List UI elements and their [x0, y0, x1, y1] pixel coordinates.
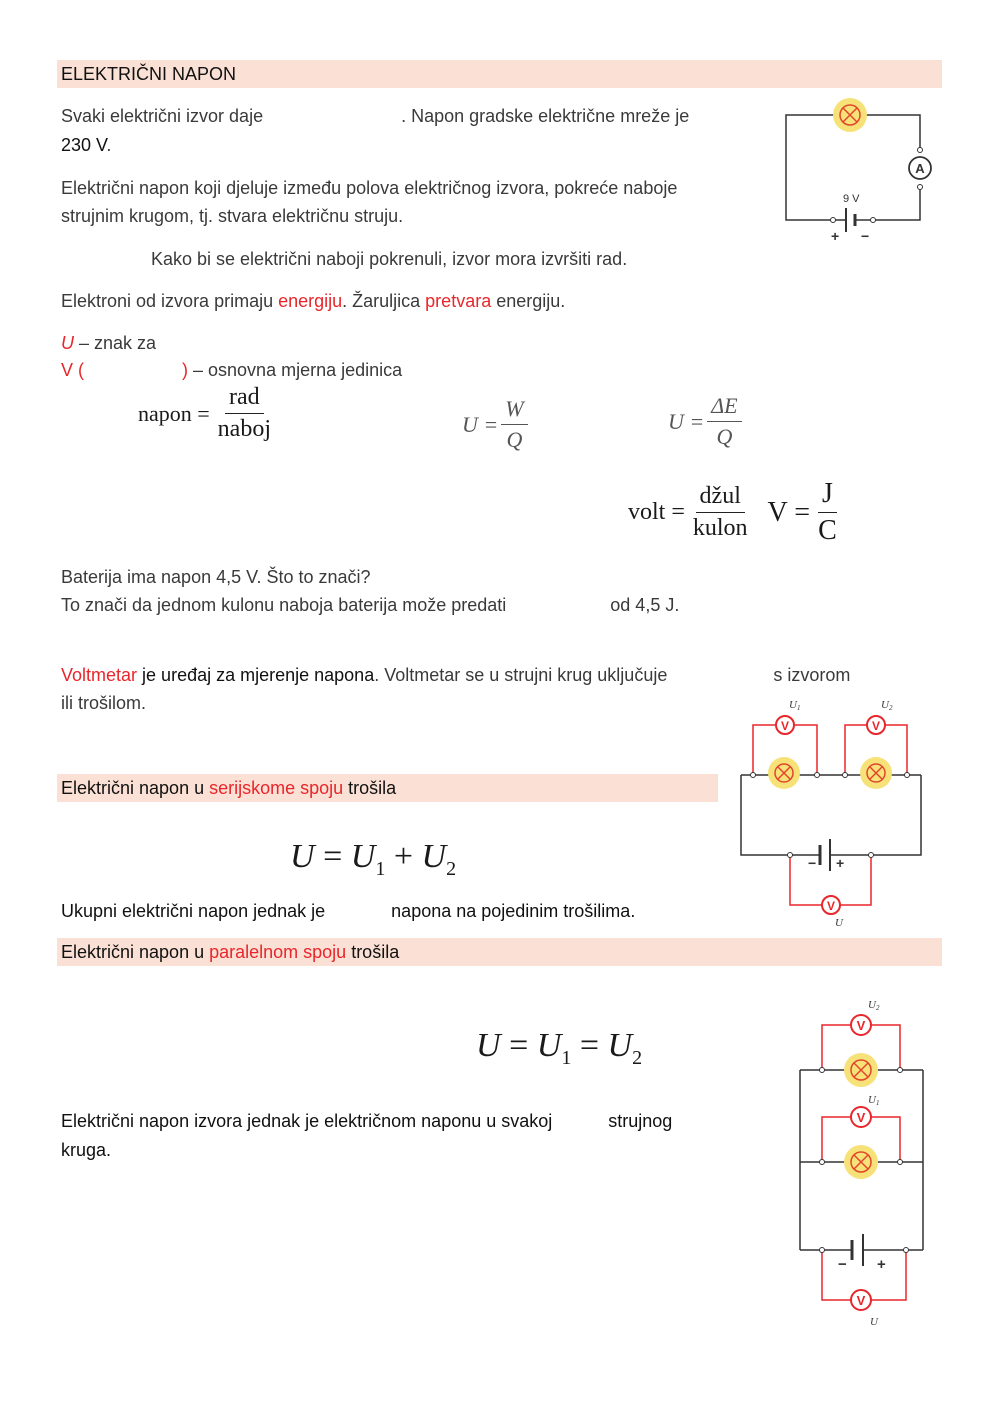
formula-napon: [138, 384, 275, 443]
ammeter-label: A: [915, 161, 925, 176]
napon-fraction: [214, 384, 275, 443]
formula-u-e-q: [668, 393, 742, 450]
para4: [61, 287, 565, 315]
terminal-dot: [871, 218, 876, 223]
u2-label: U2: [868, 999, 880, 1012]
j: J: [818, 478, 837, 513]
peq-u2: U: [607, 1027, 633, 1064]
symbol-u: U: [61, 333, 74, 353]
voltmeter-icon: [851, 1015, 871, 1035]
symbol-u-text: – znak za: [74, 333, 157, 353]
voltmeter-label: V: [780, 719, 790, 733]
plus-sign: +: [836, 855, 845, 871]
volt-fraction: [689, 483, 752, 542]
unit-v-open: V (: [61, 360, 85, 380]
voltmeter-icon: [851, 1290, 871, 1310]
voltmeter-def: je uređaj za mjerenje napona: [137, 665, 375, 685]
voltmeter-label: V: [856, 1018, 866, 1033]
u-w-lhs: U =: [462, 411, 499, 437]
battery-line-2: [61, 591, 679, 619]
peq-sub-1: 1: [561, 1047, 572, 1069]
parallel-text-b: strujnog: [608, 1111, 673, 1131]
naboj: naboj: [217, 416, 271, 442]
parallel-h-a: Električni napon u: [61, 942, 210, 962]
series-equation: [290, 838, 456, 881]
para4-e: energiju.: [491, 291, 566, 311]
parallel-equation: [476, 1027, 642, 1070]
terminal-dot: [918, 185, 923, 190]
parallel-heading: [61, 938, 399, 966]
voltmeter-label: V: [856, 1110, 866, 1125]
parallel-text-end: .: [106, 1140, 112, 1160]
para4-energy: energiju: [278, 291, 343, 311]
battery-line-1: Baterija ima napon 4,5 V. Što to znači?: [61, 567, 371, 587]
eq-plus: +: [385, 838, 422, 875]
unit-v-close: ): [182, 360, 189, 380]
ammeter-icon: [909, 157, 931, 179]
volt-lhs: volt =: [628, 499, 685, 525]
battery-text-b: od 4,5 J.: [610, 595, 680, 615]
voltmeter-line-1: [61, 661, 850, 689]
u1-label: U1: [789, 699, 801, 712]
intro-line-2: [61, 131, 111, 159]
voltmeter-d: s izvorom: [773, 665, 851, 685]
peq-u1: U: [536, 1027, 562, 1064]
u1-label: U1: [868, 1094, 880, 1107]
formula-volt: [628, 478, 841, 547]
w: W: [501, 396, 527, 425]
parallel-text-c: kruga: [61, 1140, 107, 1160]
terminal-dot: [831, 218, 836, 223]
para2-line-1: Električni napon koji djeluje između polova električnog izvora, pokreće naboje: [61, 178, 678, 198]
para4-converts: pretvara: [425, 291, 492, 311]
eq-u2: U: [421, 838, 447, 875]
dzul: džul: [696, 483, 745, 513]
series-h-a: Električni napon u: [61, 778, 210, 798]
u2-label: U2: [881, 699, 893, 712]
intro-text-a: Svaki električni izvor daje: [61, 106, 264, 126]
parallel-h-c: trošila: [346, 942, 400, 962]
para3: Kako bi se električni naboji pokrenuli, izvor mora izvršiti rad.: [151, 249, 628, 269]
page-title: ELEKTRIČNI NAPON: [61, 64, 237, 84]
formula-u-w-q: [462, 396, 528, 453]
rad: rad: [225, 384, 264, 414]
voltmeter-icon: [851, 1107, 871, 1127]
series-text: [61, 897, 635, 925]
bulb-icon: [844, 1053, 878, 1087]
bulb-icon: [833, 98, 867, 132]
eq-sub-1: 1: [375, 858, 386, 880]
parallel-text-a: Električni napon izvora jednak je električnom naponu u svakoj: [61, 1111, 553, 1131]
voltmeter-label: V: [871, 719, 881, 733]
c: C: [818, 515, 837, 546]
minus-sign: −: [861, 228, 870, 244]
minus-sign: −: [808, 855, 817, 871]
circuit-diagram-parallel: [790, 995, 960, 1335]
series-text-b: napona na pojedinim trošilima: [391, 901, 631, 921]
battery-text-a: To znači da jednom kulonu naboja baterija može predati: [61, 595, 507, 615]
intro-text-b: . Napon gradske električne mreže je: [401, 106, 690, 126]
series-text-a: Ukupni električni napon jednak je: [61, 901, 326, 921]
intro-period: .: [106, 135, 112, 155]
voltmeter-label: V: [856, 1293, 866, 1308]
parallel-h-b: paralelnom spoju: [209, 942, 347, 962]
plus-sign: +: [831, 228, 840, 244]
u-label: U: [870, 1316, 878, 1328]
series-heading: [61, 774, 396, 802]
para2-line-2: strujnim krugom, tj. stvara električnu struju.: [61, 206, 404, 226]
peq-equals-2: =: [571, 1027, 608, 1064]
eq-u: U: [290, 838, 315, 875]
peq-u: U: [476, 1027, 501, 1064]
voltmeter-line-2: ili trošilom.: [61, 693, 147, 713]
peq-sub-2: 2: [632, 1047, 643, 1069]
symbol-line: [61, 329, 156, 357]
voltmeter-c: . Voltmetar se u strujni krug uključuje: [374, 665, 668, 685]
eq-equals: =: [314, 838, 351, 875]
parallel-text-2: [61, 1136, 111, 1164]
voltmeter-label: V: [826, 899, 836, 913]
kulon: kulon: [692, 515, 748, 541]
bulb-icon: [844, 1145, 878, 1179]
u-e-fraction: [707, 393, 741, 450]
series-h-c: trošila: [343, 778, 397, 798]
unit-line: [61, 356, 402, 384]
circuit-diagram-1: [775, 90, 940, 250]
voltmeter-icon: [867, 716, 885, 734]
bulb-icon: [860, 757, 892, 789]
para4-a: Elektroni od izvora primaju: [61, 291, 279, 311]
u-label: U: [835, 917, 843, 929]
circuit-diagram-series: [735, 695, 930, 930]
parallel-text-1: [61, 1107, 672, 1135]
para4-c: . Žaruljica: [342, 291, 426, 311]
series-h-b: serijskome spoju: [209, 778, 344, 798]
terminal-dot: [918, 148, 923, 153]
eq-u1: U: [350, 838, 376, 875]
voltmeter-icon: [776, 716, 794, 734]
intro-line-1: [61, 102, 689, 130]
v-lhs: V =: [767, 496, 811, 528]
u-e-lhs: U =: [668, 408, 705, 434]
minus-sign: −: [838, 1256, 847, 1273]
unit-text: – osnovna mjerna jedinica: [188, 360, 403, 380]
q: Q: [506, 427, 523, 452]
napon-lhs: napon =: [138, 400, 210, 426]
q2: Q: [716, 424, 733, 449]
plus-sign: +: [877, 1256, 886, 1273]
bulb-icon: [768, 757, 800, 789]
series-text-end: .: [630, 901, 636, 921]
j-c-fraction: [814, 478, 841, 547]
battery-voltage-label: 9 V: [843, 193, 860, 205]
u-w-fraction: [501, 396, 527, 453]
delta-e: ΔE: [707, 393, 741, 422]
voltmeter-icon: [822, 896, 840, 914]
eq-sub-2: 2: [446, 858, 457, 880]
voltmeter-word: Voltmetar: [61, 665, 138, 685]
voltage-230: 230 V: [61, 135, 107, 155]
peq-equals-1: =: [500, 1027, 537, 1064]
